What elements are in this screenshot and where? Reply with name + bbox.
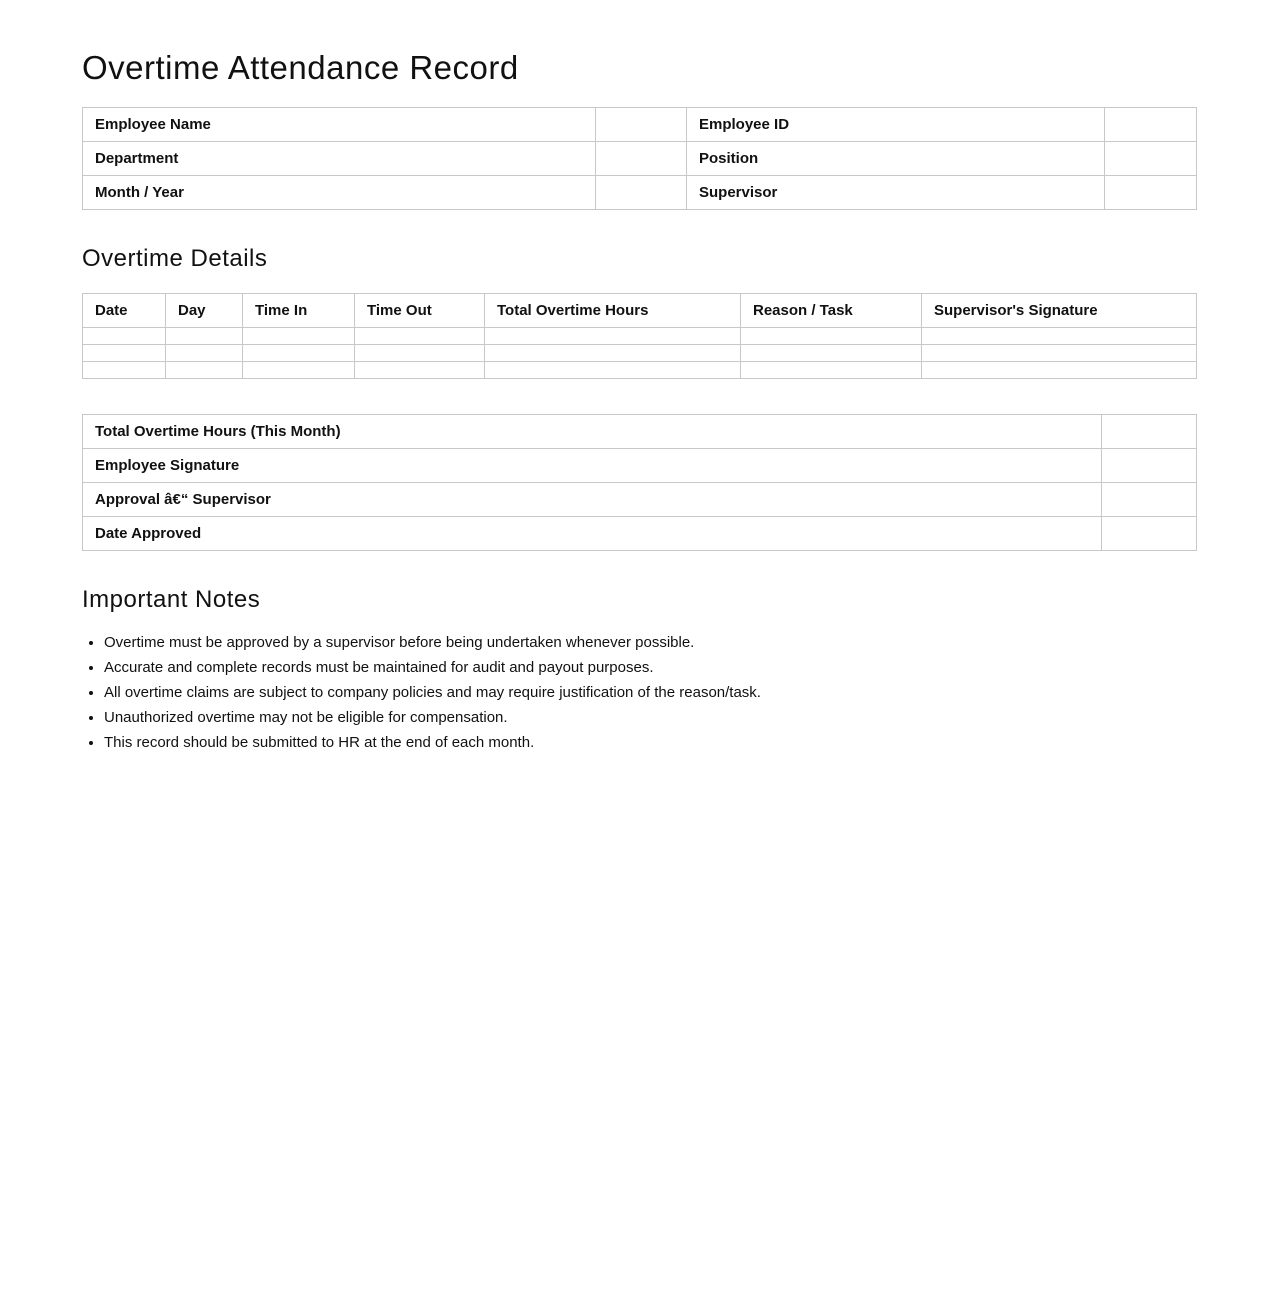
time-in-cell[interactable] <box>243 362 355 379</box>
page-title: Overtime Attendance Record <box>82 49 519 86</box>
time-out-cell[interactable] <box>355 345 485 362</box>
column-header-reason-task: Reason / Task <box>741 294 922 328</box>
time-out-cell[interactable] <box>355 362 485 379</box>
total-hours-cell[interactable] <box>485 328 741 345</box>
column-header-day: Day <box>166 294 243 328</box>
month-year-field[interactable] <box>596 176 687 210</box>
table-row <box>83 483 1197 517</box>
approval-supervisor-label: Approval â€“ Supervisor <box>83 483 1102 517</box>
total-overtime-month-field[interactable] <box>1102 415 1197 449</box>
position-field[interactable] <box>1105 142 1197 176</box>
table-row <box>83 328 1197 345</box>
list-item: • Accurate and complete records must be maintained for audit and payout purposes. <box>104 655 761 680</box>
column-header-time-in: Time In <box>243 294 355 328</box>
signature-cell[interactable] <box>922 345 1197 362</box>
summary-table <box>82 414 1197 551</box>
supervisor-label: Supervisor <box>687 176 1105 210</box>
employee-signature-field[interactable] <box>1102 449 1197 483</box>
approval-supervisor-field[interactable] <box>1102 483 1197 517</box>
day-cell[interactable] <box>166 345 243 362</box>
table-row <box>83 176 1197 210</box>
employee-signature-label: Employee Signature <box>83 449 1102 483</box>
date-cell[interactable] <box>83 345 166 362</box>
list-item: • This record should be submitted to HR at the end of each month. <box>104 730 761 755</box>
signature-cell[interactable] <box>922 362 1197 379</box>
employee-name-field[interactable] <box>596 108 687 142</box>
date-approved-field[interactable] <box>1102 517 1197 551</box>
table-row <box>83 362 1197 379</box>
reason-cell[interactable] <box>741 328 922 345</box>
day-cell[interactable] <box>166 362 243 379</box>
overtime-details-heading: Overtime Details <box>82 245 268 272</box>
notes-list <box>82 630 761 755</box>
column-header-supervisor-signature: Supervisor's Signature <box>922 294 1197 328</box>
month-year-label: Month / Year <box>83 176 596 210</box>
date-cell[interactable] <box>83 328 166 345</box>
column-header-date: Date <box>83 294 166 328</box>
date-approved-label: Date Approved <box>83 517 1102 551</box>
total-overtime-month-label: Total Overtime Hours (This Month) <box>83 415 1102 449</box>
department-field[interactable] <box>596 142 687 176</box>
employee-name-label: Employee Name <box>83 108 596 142</box>
table-row <box>83 449 1197 483</box>
reason-cell[interactable] <box>741 362 922 379</box>
column-header-time-out: Time Out <box>355 294 485 328</box>
date-cell[interactable] <box>83 362 166 379</box>
table-row <box>83 517 1197 551</box>
time-out-cell[interactable] <box>355 328 485 345</box>
day-cell[interactable] <box>166 328 243 345</box>
employee-info-table <box>82 107 1197 210</box>
reason-cell[interactable] <box>741 345 922 362</box>
table-row <box>83 142 1197 176</box>
total-hours-cell[interactable] <box>485 362 741 379</box>
list-item: • All overtime claims are subject to company policies and may require justification of the reason/task. <box>104 680 761 705</box>
signature-cell[interactable] <box>922 328 1197 345</box>
table-row <box>83 108 1197 142</box>
overtime-details-table <box>82 293 1197 379</box>
table-header-row <box>83 294 1197 328</box>
time-in-cell[interactable] <box>243 345 355 362</box>
table-row <box>83 345 1197 362</box>
list-item: • Unauthorized overtime may not be eligible for compensation. <box>104 705 761 730</box>
list-item: • Overtime must be approved by a supervisor before being undertaken whenever possible. <box>104 630 761 655</box>
important-notes-heading: Important Notes <box>82 586 261 613</box>
supervisor-field[interactable] <box>1105 176 1197 210</box>
position-label: Position <box>687 142 1105 176</box>
department-label: Department <box>83 142 596 176</box>
time-in-cell[interactable] <box>243 328 355 345</box>
table-row <box>83 415 1197 449</box>
column-header-total-overtime-hours: Total Overtime Hours <box>485 294 741 328</box>
employee-id-field[interactable] <box>1105 108 1197 142</box>
total-hours-cell[interactable] <box>485 345 741 362</box>
employee-id-label: Employee ID <box>687 108 1105 142</box>
